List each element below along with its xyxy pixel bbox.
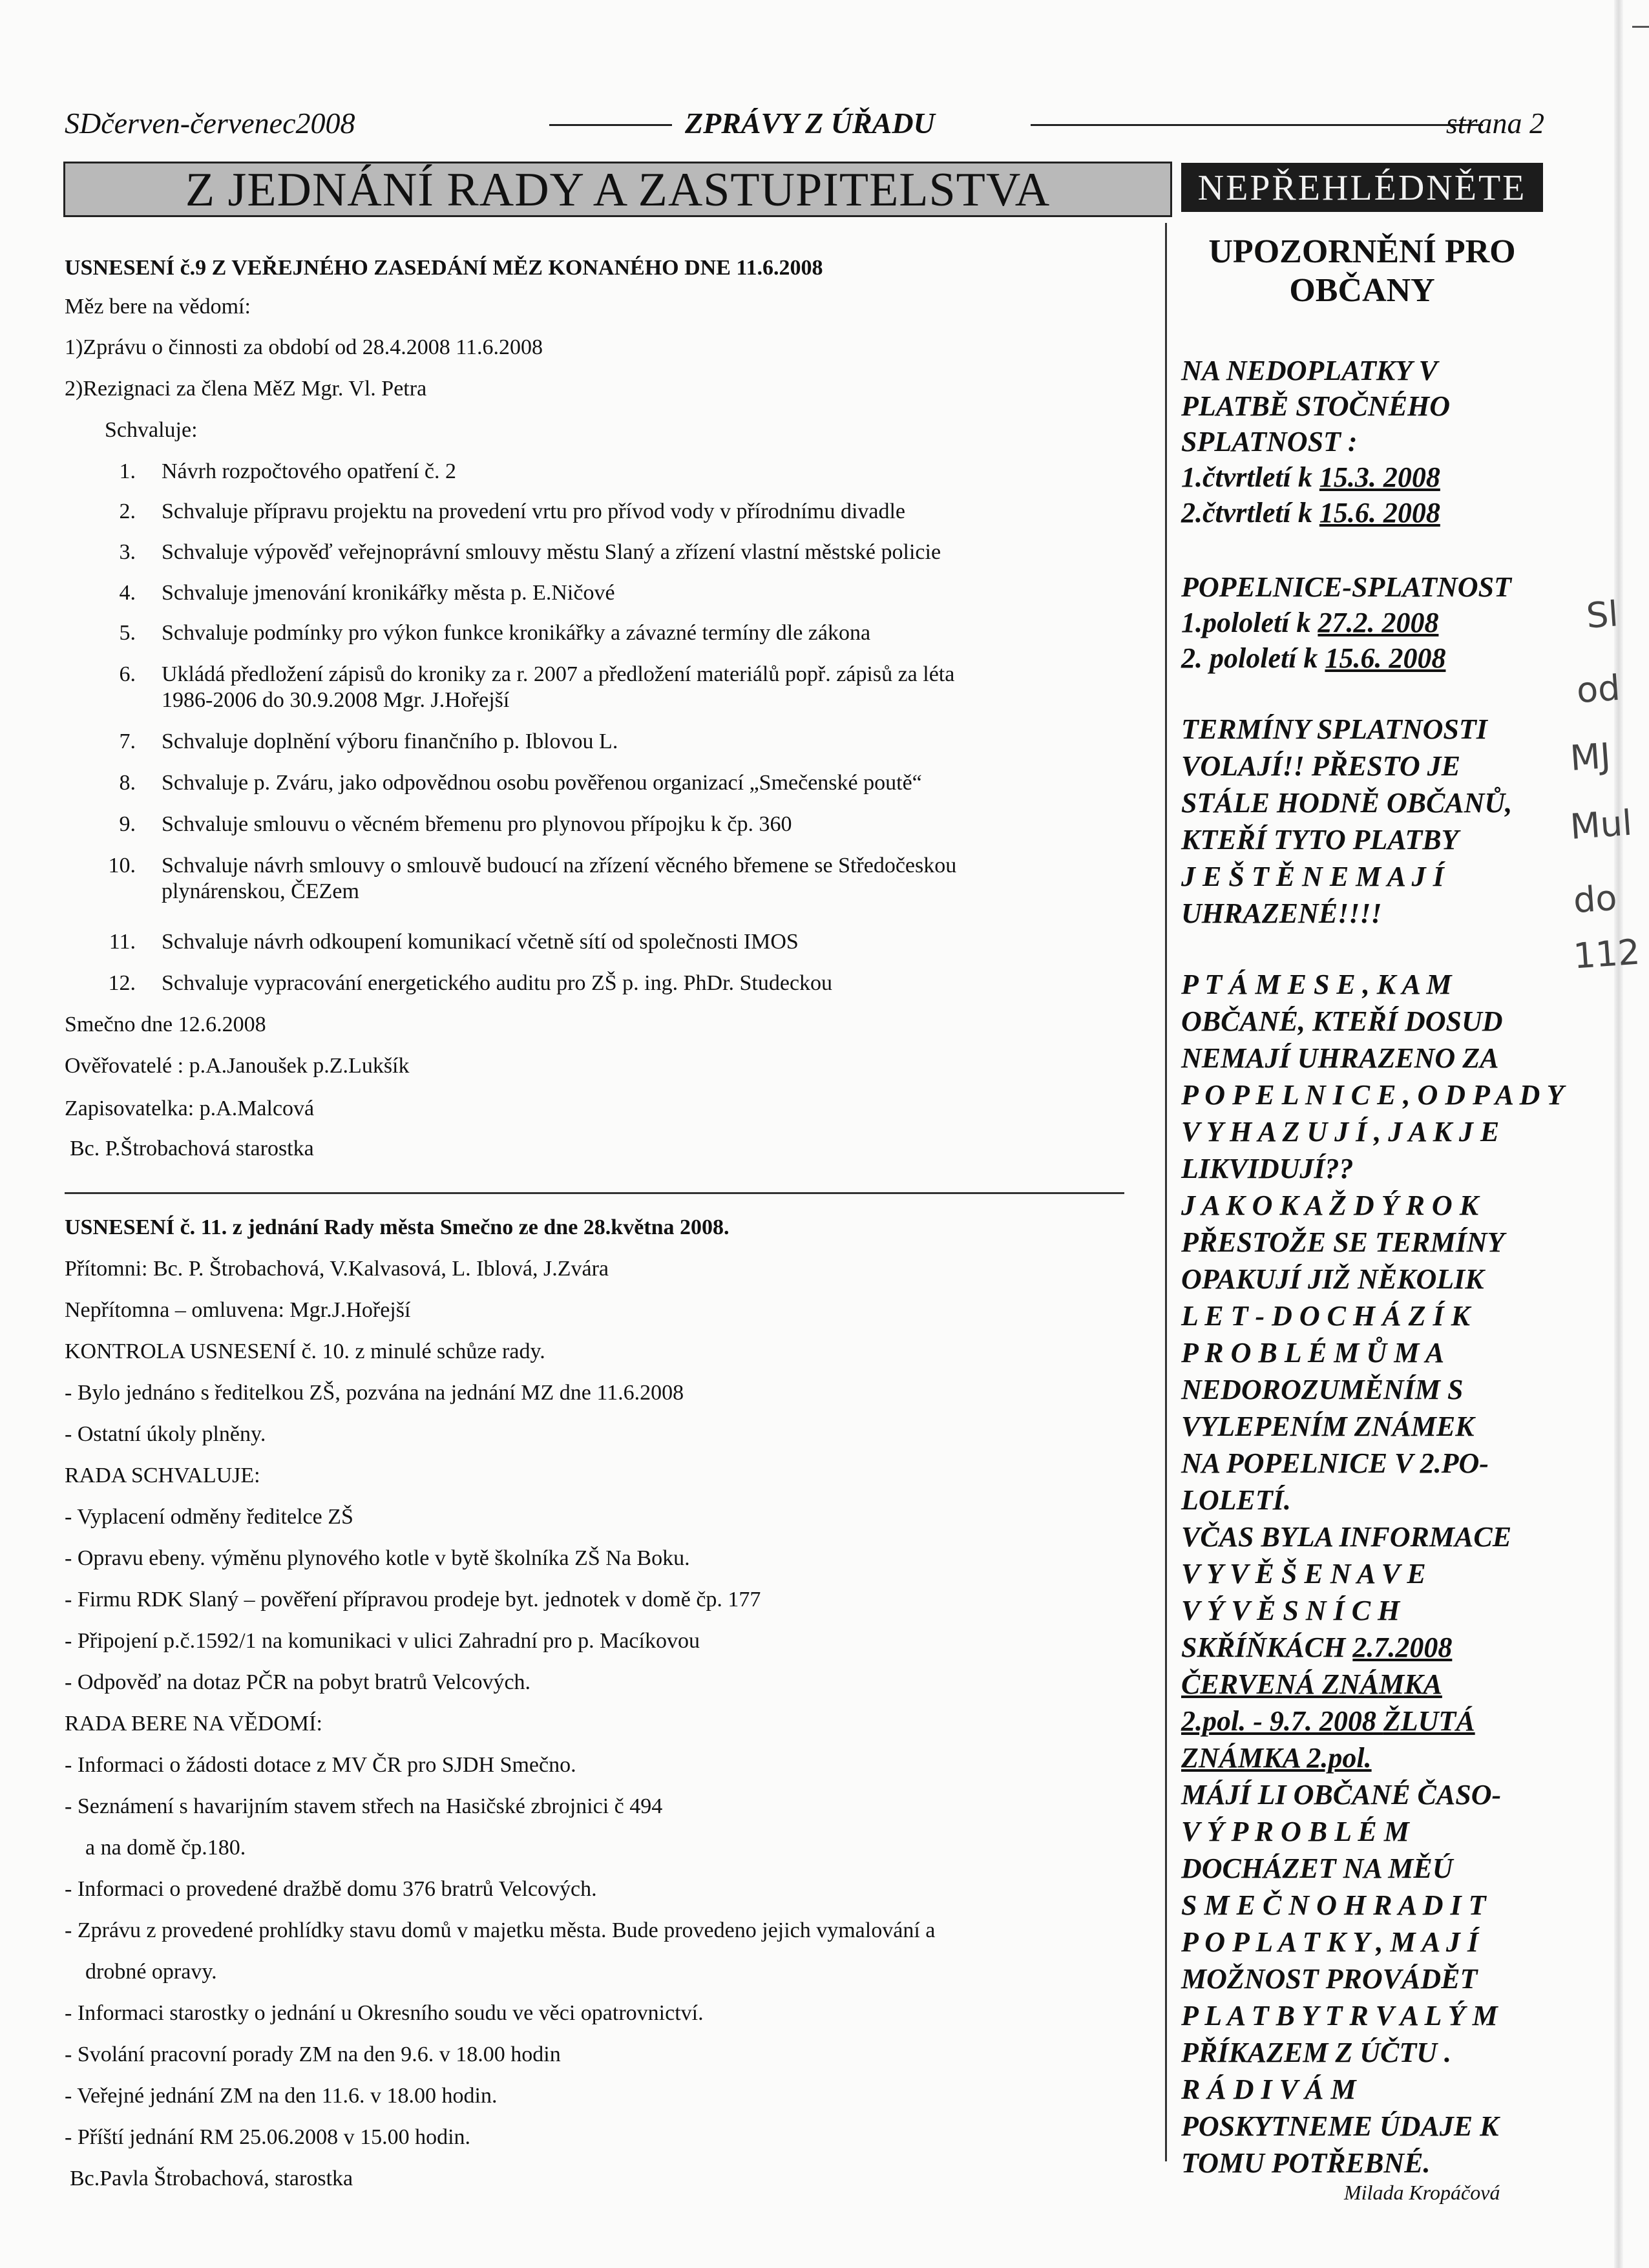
edge-tick xyxy=(1632,26,1649,28)
list-item: Schvaluje doplnění výboru finančního p. Iblovou L. xyxy=(162,730,618,753)
usneseni9-title: USNESENÍ č.9 Z VEŘEJNÉHO ZASEDÁNÍ MĚZ KONANÉHO DNE 11.6.2008 xyxy=(65,256,823,280)
sidebar-title-line2: OBČANY xyxy=(1289,272,1435,309)
item-number: 9. xyxy=(119,812,136,836)
starostka-signature: Bc. P.Štrobachová starostka xyxy=(70,1137,314,1160)
vedomi-item: - Informaci o provedené dražbě domu 376 bratrů Velcových. xyxy=(65,1877,597,1901)
sidebar-line: P L A T B Y T R V A L Ý M xyxy=(1181,2000,1498,2032)
sidebar-line: TOMU POTŘEBNÉ. xyxy=(1181,2147,1431,2179)
page-header xyxy=(65,103,1544,149)
sidebar-line: P O P L A T K Y , M A J Í xyxy=(1181,1926,1479,1958)
sidebar-deadline xyxy=(1181,459,1556,496)
kontrola-heading: KONTROLA USNESENÍ č. 10. z minulé schůze rady. xyxy=(65,1339,545,1363)
vedomi-item: - Svolání pracovní porady ZM na den 9.6. v 18.00 hodin xyxy=(65,2042,561,2066)
list-item: Ukládá předložení zápisů do kroniky za r. 2007 a předložení materiálů popř. zápisů za léta xyxy=(162,662,955,686)
handwriting: do xyxy=(1571,877,1619,921)
sidebar-text: 2.pol. - 9.7. 2008 xyxy=(1181,1705,1383,1737)
item-number: 12. xyxy=(108,971,136,995)
vedomi-item-cont: drobné opravy. xyxy=(85,1960,217,1984)
zapisovatelka: Zapisovatelka: p.A.Malcová xyxy=(65,1097,315,1120)
sidebar-line: V Ý P R O B L É M xyxy=(1181,1816,1409,1847)
page-number: strana 2 xyxy=(1445,107,1544,140)
sidebar-line: S M E Č N O H R A D I T xyxy=(1181,1889,1486,1921)
sidebar-line: V Ý V Ě S N Í C H xyxy=(1181,1595,1400,1626)
sidebar-text: SKŘÍŇKÁCH xyxy=(1181,1632,1353,1663)
sidebar-line: ZNÁMKA 2.pol. xyxy=(1181,1742,1372,1774)
vedomi-item-cont: a na domě čp.180. xyxy=(85,1836,246,1860)
list-item: Schvaluje smlouvu o věcném břemenu pro plynovou přípojku k čp. 360 xyxy=(162,812,792,836)
handwriting: Mul xyxy=(1568,802,1633,848)
sidebar-line: J A K O K A Ž D Ý R O K xyxy=(1181,1190,1479,1221)
list-item: Schvaluje návrh smlouvy o smlouvě budoucí na zřízení věcného břemene se Středočeskou xyxy=(162,854,957,877)
list-item: Schvaluje podmínky pro výkon funkce kronikářky a závazné termíny dle zákona xyxy=(162,621,871,645)
sidebar-line: PŘÍKAZEM Z ÚČTU . xyxy=(1181,2037,1452,2068)
list-item: Schvaluje jmenování kronikářky města p. E.Ničové xyxy=(162,581,615,605)
overovatele: Ověřovatelé : p.A.Janoušek p.Z.Lukšík xyxy=(65,1054,410,1078)
sidebar-line: ČERVENÁ ZNÁMKA xyxy=(1181,1668,1442,1700)
sidebar-line: POPELNICE-SPLATNOST xyxy=(1181,571,1511,603)
sidebar-line: P O P E L N I C E , O D P A D Y xyxy=(1181,1079,1564,1111)
vedomi-item: - Seznámení s havarijním stavem střech na Hasičské zbrojnici č 494 xyxy=(65,1794,663,1818)
schvaluje-item: - Připojení p.č.1592/1 na komunikaci v ulici Zahradní pro p. Macíkovou xyxy=(65,1629,700,1653)
list-item: Schvaluje vypracování energetického auditu pro ZŠ p. ing. PhDr. Studeckou xyxy=(162,971,833,995)
final-signature: Bc.Pavla Štrobachová, starostka xyxy=(70,2167,353,2190)
sidebar-line: V Y H A Z U J Í , J A K J E xyxy=(1181,1116,1500,1148)
list-item: Návrh rozpočtového opatření č. 2 xyxy=(162,459,456,483)
nepritomna: Nepřítomna – omluvena: Mgr.J.Hořejší xyxy=(65,1298,411,1322)
page-edge xyxy=(1614,0,1623,2268)
sidebar-author: Milada Kropáčová xyxy=(1344,2181,1500,2204)
deadline-date: 15.6. 2008 xyxy=(1325,642,1446,674)
list-item: Schvaluje p. Zváru, jako odpovědnou osobu pověřenou organizací „Smečenské poutě“ xyxy=(162,771,922,795)
schvaluje-item: - Vyplacení odměny ředitelce ZŠ xyxy=(65,1505,353,1529)
list-item: Schvaluje výpověď veřejnoprávní smlouvy městu Slaný a zřízení vlastní městské policie xyxy=(162,540,941,564)
vedomi-item: - Informaci o žádosti dotace z MV ČR pro SJDH Smečno. xyxy=(65,1753,576,1777)
header-rule-right xyxy=(1031,124,1483,126)
sidebar-line: P R O B L É M Ů M A xyxy=(1181,1337,1445,1369)
sidebar-line: VČAS BYLA INFORMACE xyxy=(1181,1521,1512,1553)
sidebar-line xyxy=(1181,1703,1556,1739)
sidebar-line: NA NEDOPLATKY V xyxy=(1181,355,1438,386)
list-item: Schvaluje návrh odkoupení komunikací včetně sítí od společnosti IMOS xyxy=(162,930,799,954)
sidebar-line: MOŽNOST PROVÁDĚT xyxy=(1181,1963,1478,1995)
usneseni11-title: USNESENÍ č. 11. z jednání Rady města Smečno ze dne 28.května 2008. xyxy=(65,1215,730,1239)
rada-bere-heading: RADA BERE NA VĚDOMÍ: xyxy=(65,1712,322,1736)
sidebar-line xyxy=(1181,1629,1556,1666)
usneseni9-schvaluje: Schvaluje: xyxy=(105,418,198,442)
section-title: ZPRÁVY Z ÚŘADU xyxy=(685,107,935,140)
schvaluje-item: - Firmu RDK Slaný – pověření přípravou prodeje byt. jednotek v domě čp. 177 xyxy=(65,1588,761,1612)
sidebar-line: OBČANÉ, KTEŘÍ DOSUD xyxy=(1181,1005,1503,1037)
side-banner: NEPŘEHLÉDNĚTE xyxy=(1181,163,1543,212)
list-item: Schvaluje přípravu projektu na provedení vrtu pro přívod vody v přírodnímu divadle xyxy=(162,499,906,523)
handwriting: od xyxy=(1575,667,1622,711)
deadline-label: 2. pololetí k xyxy=(1181,642,1325,674)
sidebar-line: PŘESTOŽE SE TERMÍNY xyxy=(1181,1226,1505,1258)
sidebar-line: L E T - D O C H Á Z Í K xyxy=(1181,1300,1470,1332)
deadline-label: 2.čtvrtletí k xyxy=(1181,497,1319,529)
item-number: 2. xyxy=(119,499,136,523)
item-number: 3. xyxy=(119,540,136,564)
sidebar-line: V Y V Ě Š E N A V E xyxy=(1181,1558,1426,1590)
sidebar-line: MÁJÍ LI OBČANÉ ČASO- xyxy=(1181,1779,1502,1811)
sidebar-line: R Á D I V Á M xyxy=(1181,2074,1356,2105)
sidebar-line: TERMÍNY SPLATNOSTI xyxy=(1181,713,1487,745)
item-number: 8. xyxy=(119,771,136,795)
item-number: 5. xyxy=(119,621,136,645)
sidebar-line: STÁLE HODNĚ OBČANŮ, xyxy=(1181,787,1513,819)
sidebar-line: UHRAZENÉ!!!! xyxy=(1181,898,1382,929)
usneseni9-b1: 1)Zprávu o činnosti za období od 28.4.2008 11.6.2008 xyxy=(65,335,543,359)
vedomi-item: - Veřejné jednání ZM na den 11.6. v 18.00 hodin. xyxy=(65,2084,498,2108)
sidebar-line: NA POPELNICE V 2.PO- xyxy=(1181,1447,1489,1479)
list-item-cont: plynárenskou, ČEZem xyxy=(162,879,359,903)
kontrola-item: - Ostatní úkoly plněny. xyxy=(65,1422,266,1446)
usneseni9-b2: 2)Rezignaci za člena MěZ Mgr. Vl. Petra xyxy=(65,377,427,401)
vedomi-item: - Informaci starostky o jednání u Okresního soudu ve věci opatrovnictví. xyxy=(65,2001,704,2025)
sidebar-line: VOLAJÍ!! PŘESTO JE xyxy=(1181,750,1460,782)
section-separator xyxy=(65,1192,1124,1194)
sidebar-line: POSKYTNEME ÚDAJE K xyxy=(1181,2110,1499,2142)
issue-label: SDčerven-červenec2008 xyxy=(65,107,355,140)
deadline-date: 15.3. 2008 xyxy=(1319,461,1440,493)
sidebar-deadline xyxy=(1181,604,1556,641)
sidebar-deadline xyxy=(1181,494,1556,531)
pritomni: Přítomni: Bc. P. Štrobachová, V.Kalvasová, L. Iblová, J.Zvára xyxy=(65,1257,609,1281)
item-number: 11. xyxy=(109,930,136,954)
usneseni9-bere: Měz bere na vědomí: xyxy=(65,295,251,319)
handwriting: MJ xyxy=(1568,735,1612,779)
sidebar-title xyxy=(1181,233,1543,310)
item-number: 10. xyxy=(108,854,136,877)
sidebar-title-line1: UPOZORNĚNÍ PRO xyxy=(1208,233,1516,270)
sidebar-line: J E Š T Ě N E M A J Í xyxy=(1181,861,1444,892)
sidebar-line: KTEŘÍ TYTO PLATBY xyxy=(1181,824,1459,856)
sidebar-line: NEDOROZUMĚNÍM S xyxy=(1181,1374,1464,1405)
schvaluje-item: - Opravu ebeny. výměnu plynového kotle v bytě školníka ZŠ Na Boku. xyxy=(65,1546,690,1570)
sidebar-line: NEMAJÍ UHRAZENO ZA xyxy=(1181,1042,1499,1074)
vedomi-item: - Příští jednání RM 25.06.2008 v 15.00 hodin. xyxy=(65,2125,471,2149)
column-divider xyxy=(1165,223,1167,2161)
sidebar-line: P T Á M E S E , K A M xyxy=(1181,969,1452,1000)
item-number: 7. xyxy=(119,730,136,753)
deadline-date: 15.6. 2008 xyxy=(1319,497,1440,529)
main-banner: Z JEDNÁNÍ RADY A ZASTUPITELSTVA xyxy=(63,162,1172,217)
deadline-label: 1.pololetí k xyxy=(1181,607,1318,638)
list-item-cont: 1986-2006 do 30.9.2008 Mgr. J.Hořejší xyxy=(162,688,510,712)
schvaluje-item: - Odpověď na dotaz PČR na pobyt bratrů Velcových. xyxy=(65,1670,531,1694)
sidebar-line: DOCHÁZET NA MĚÚ xyxy=(1181,1853,1453,1884)
sidebar-line: OPAKUJÍ JIŽ NĚKOLIK xyxy=(1181,1263,1484,1295)
handwriting: Sl xyxy=(1584,593,1620,636)
kontrola-item: - Bylo jednáno s ředitelkou ZŠ, pozvána na jednání MZ dne 11.6.2008 xyxy=(65,1381,684,1405)
item-number: 1. xyxy=(119,459,136,483)
deadline-date: 27.2. 2008 xyxy=(1318,607,1439,638)
item-number: 4. xyxy=(119,581,136,605)
place-date: Smečno dne 12.6.2008 xyxy=(65,1013,266,1036)
sidebar-line: PLATBĚ STOČNÉHO xyxy=(1181,390,1451,422)
sidebar-deadline xyxy=(1181,640,1556,677)
header-rule-left xyxy=(549,124,672,126)
sidebar-line: LIKVIDUJÍ?? xyxy=(1181,1153,1354,1184)
rada-schvaluje-heading: RADA SCHVALUJE: xyxy=(65,1464,260,1487)
sidebar-line: LOLETÍ. xyxy=(1181,1484,1291,1516)
sidebar-date: 2.7.2008 xyxy=(1352,1632,1453,1663)
sidebar-line: VYLEPENÍM ZNÁMEK xyxy=(1181,1411,1475,1442)
sidebar-line: SPLATNOST : xyxy=(1181,426,1358,457)
sidebar-text: ŽLUTÁ xyxy=(1383,1705,1475,1737)
vedomi-item: - Zprávu z provedené prohlídky stavu domů v majetku města. Bude provedeno jejich vymalování a xyxy=(65,1918,936,1942)
deadline-label: 1.čtvrtletí k xyxy=(1181,461,1319,493)
item-number: 6. xyxy=(119,662,136,686)
handwriting: 112 xyxy=(1571,931,1642,977)
